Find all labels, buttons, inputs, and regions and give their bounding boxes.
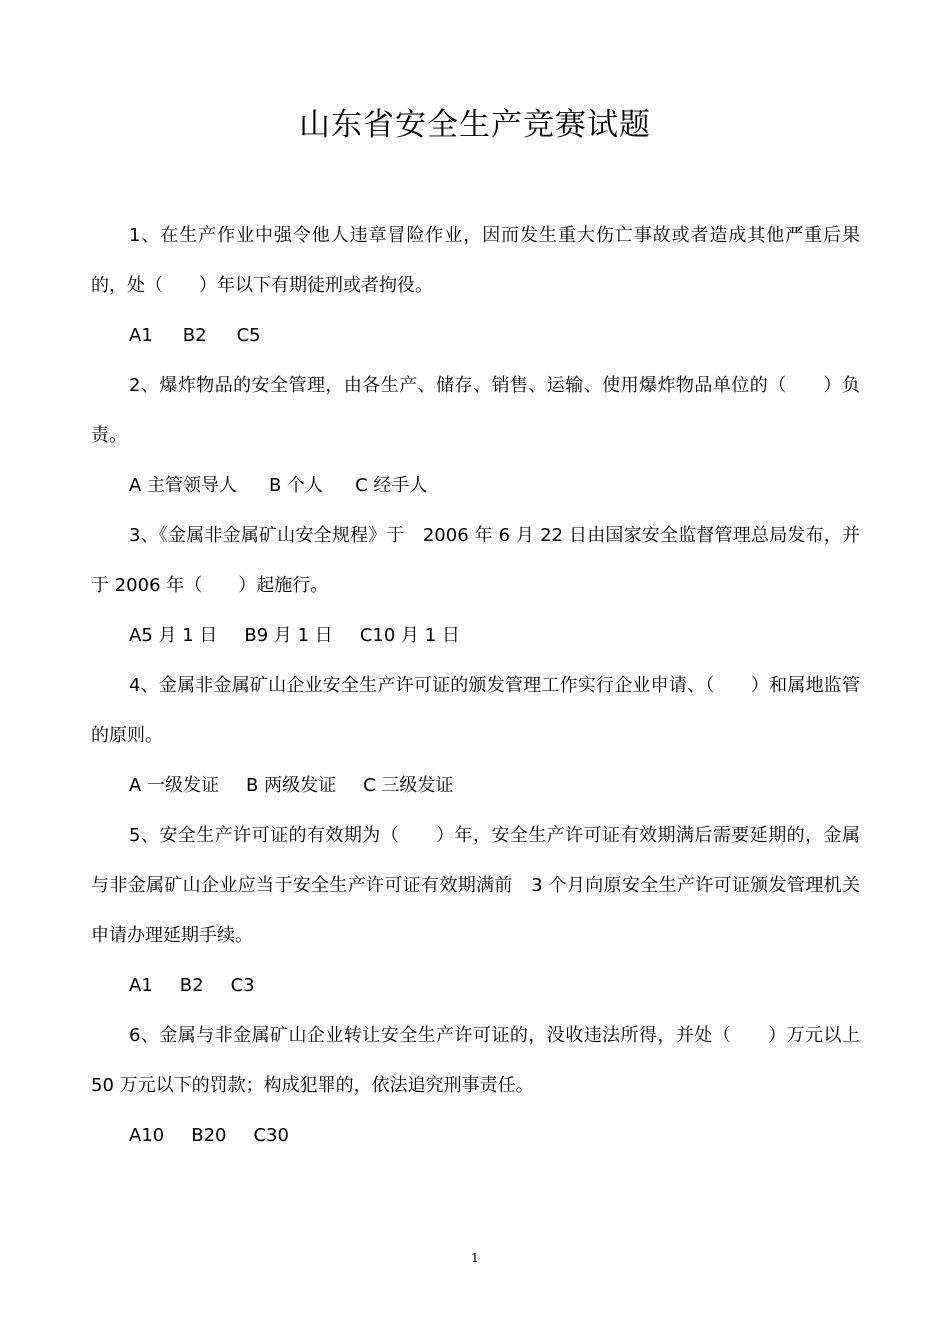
option-c: C3 bbox=[230, 975, 255, 996]
question-6-options bbox=[91, 1111, 860, 1161]
document-title: 山东省安全生产竞赛试题 bbox=[299, 107, 651, 143]
option-b: B 个人 bbox=[269, 475, 324, 496]
option-a: A5 月 1 日 bbox=[129, 625, 218, 646]
question-2-text: 2、爆炸物品的安全管理，由各生产、储存、销售、运输、使用爆炸物品单位的（ ）负责。 bbox=[91, 375, 860, 446]
page-number: 1 bbox=[471, 1251, 479, 1265]
question-1-text: 1、在生产作业中强令他人违章冒险作业，因而发生重大伤亡事故或者造成其他严重后果的，处（ ）年以下有期徒刑或者拘役。 bbox=[91, 225, 860, 296]
option-c: C10 月 1 日 bbox=[359, 625, 460, 646]
option-b: B2 bbox=[179, 975, 204, 996]
option-b: B20 bbox=[191, 1125, 227, 1146]
question-4-text: 4、金属非金属矿山企业安全生产许可证的颁发管理工作实行企业申请、（ ）和属地监管的原则。 bbox=[91, 675, 860, 746]
option-b: B9 月 1 日 bbox=[244, 625, 333, 646]
question-4-options bbox=[91, 761, 860, 811]
question-1-options bbox=[91, 311, 860, 361]
option-a: A1 bbox=[129, 325, 153, 346]
option-b: B2 bbox=[182, 325, 207, 346]
option-a: A10 bbox=[129, 1125, 165, 1146]
question-5-options bbox=[91, 961, 860, 1011]
option-a: A1 bbox=[129, 975, 153, 996]
question-6-text: 6、金属与非金属矿山企业转让安全生产许可证的，没收违法所得，并处（ ）万元以上 50 万元以下的罚款；构成犯罪的，依法追究刑事责任。 bbox=[91, 1025, 860, 1096]
question-3-text: 3、《金属非金属矿山安全规程》于 2006 年 6 月 22 日由国家安全监督管理总局发布，并于 2006 年（ ）起施行。 bbox=[91, 525, 860, 596]
question-5-text: 5、安全生产许可证的有效期为（ ）年，安全生产许可证有效期满后需要延期的，金属与非金属矿山企业应当于安全生产许可证有效期满前 3 个月向原安全生产许可证颁发管理机关申请办理延期手续。 bbox=[91, 825, 860, 946]
option-c: C30 bbox=[253, 1125, 289, 1146]
option-c: C5 bbox=[236, 325, 261, 346]
question-3-options bbox=[91, 611, 860, 661]
option-a: A 主管领导人 bbox=[129, 475, 238, 496]
question-list bbox=[91, 211, 860, 1161]
option-c: C 经手人 bbox=[355, 475, 428, 496]
option-c: C 三级发证 bbox=[363, 775, 454, 796]
option-a: A 一级发证 bbox=[129, 775, 220, 796]
question-2-options bbox=[91, 461, 860, 511]
option-b: B 两级发证 bbox=[246, 775, 337, 796]
